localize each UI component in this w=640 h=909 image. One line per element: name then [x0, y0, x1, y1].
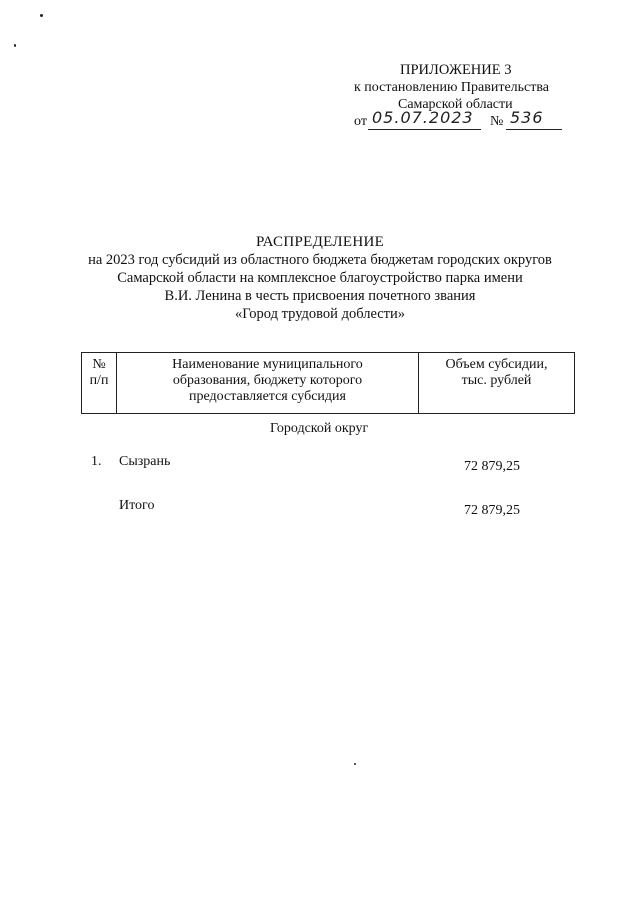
appendix-label: ПРИЛОЖЕНИЕ 3 [400, 62, 512, 78]
date-underline [368, 129, 481, 130]
total-label: Итого [119, 498, 155, 513]
column-municipality-line-2: образования, бюджету которого [172, 373, 363, 388]
decree-reference: к постановлению Правительства [354, 80, 550, 95]
column-municipality-line-1: Наименование муниципального [172, 357, 363, 372]
region-name: Самарской области [398, 97, 513, 112]
column-number-line-1: № [92, 357, 106, 372]
total-amount: 72 879,25 [464, 503, 520, 518]
document-title: РАСПРЕДЕЛЕНИЕ [255, 234, 385, 250]
date-prefix: от [354, 114, 367, 129]
row-municipality: Сызрань [119, 454, 171, 469]
title-line-4: «Город трудовой доблести» [234, 306, 406, 322]
scan-speck [14, 44, 16, 47]
column-amount-line-1: Объем субсидии, [445, 357, 548, 372]
title-line-1: на 2023 год субсидий из областного бюджета бюджетам городских округов [88, 252, 552, 268]
row-amount: 72 879,25 [464, 459, 520, 474]
scan-speck [354, 763, 356, 765]
column-number-line-2: п/п [89, 373, 109, 388]
column-municipality-line-3: предоставляется субсидия [189, 389, 346, 404]
column-amount-line-2: тыс. рублей [461, 373, 532, 388]
column-municipality [117, 353, 419, 414]
title-line-3: В.И. Ленина в честь присвоения почетного звания [164, 288, 476, 304]
scan-speck [40, 14, 43, 17]
handwritten-number: 536 [510, 108, 544, 127]
title-line-2: Самарской области на комплексное благоустройство парка имени [117, 270, 523, 286]
handwritten-date: 05.07.2023 [372, 108, 474, 127]
column-number [82, 353, 117, 414]
number-underline [506, 129, 562, 130]
row-number: 1. [91, 454, 102, 469]
distribution-table-header [81, 352, 575, 414]
number-prefix: № [490, 114, 504, 129]
column-amount [419, 353, 575, 414]
section-heading: Городской округ [270, 421, 369, 436]
